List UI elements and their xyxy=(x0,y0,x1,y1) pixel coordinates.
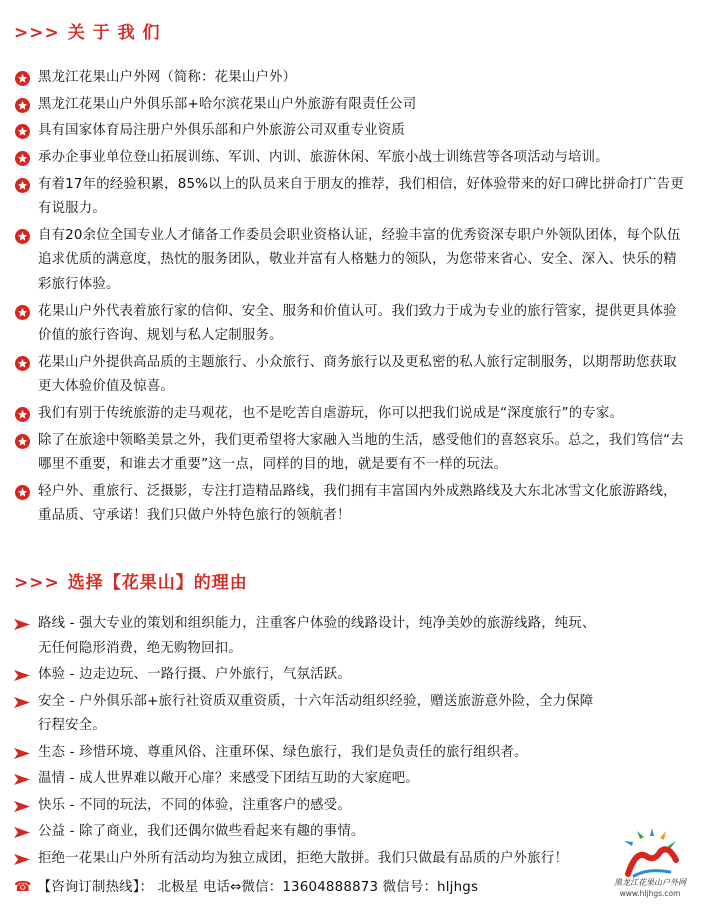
arrow-bullet-icon xyxy=(14,827,30,838)
reasons-item-text: 拒绝一花果山户外所有活动均为独立成团，拒绝大散拼。我们只做最有品质的户外旅行！ xyxy=(38,850,569,866)
about-list-item xyxy=(14,429,690,478)
about-item-text: 除了在旅途中领略美景之外，我们更希望将大家融入当地的生活，感受他们的喜怒哀乐。总之，我们笃信“去哪里不重要，和谁去才重要”这一点，同样的目的地，就是要有不一样的玩法。 xyxy=(38,432,684,473)
star-bullet-icon xyxy=(15,229,30,244)
arrow-bullet-icon xyxy=(14,801,30,812)
about-item-text: 花果山户外代表着旅行家的信仰、安全、服务和价值认可。我们致力于成为专业的旅行管家，提供更具体验价值的旅行咨询、规划与私人定制服务。 xyxy=(38,303,677,344)
about-list-item xyxy=(14,300,690,349)
about-list-item xyxy=(14,146,690,171)
chevrons-icon: >>> xyxy=(14,23,60,43)
arrow-bullet-icon xyxy=(14,619,30,630)
reasons-item-text: 体验 - 边走边玩、一路行摄、户外旅行，气氛活跃。 xyxy=(38,667,351,682)
about-item-text: 自有20余位全国专业人才储备工作委员会职业资格认证，经验丰富的优秀资深专职户外领队团体，每个队伍追求优质的满意度，热忱的服务团队，敬业并富有人格魅力的领队，为您带来省心、安全、深入、快乐的精彩旅行体验。 xyxy=(38,227,681,292)
reasons-list-item xyxy=(14,663,604,688)
about-item-text: 具有国家体育局注册户外俱乐部和户外旅游公司双重专业资质 xyxy=(38,123,405,139)
sun-rays-icon xyxy=(624,828,676,849)
about-item-text: 轻户外、重旅行、泛摄影，专注打造精品路线，我们拥有丰富国内外成熟路线及大东北冰雪文化旅游路线，重品质、守承诺！我们只做户外特色旅行的领航者！ xyxy=(38,483,677,524)
about-item-text: 黑龙江花果山户外网（简称：花果山户外） xyxy=(38,70,297,85)
about-list xyxy=(14,66,690,531)
hotline xyxy=(14,876,478,895)
reasons-list-item xyxy=(14,820,604,845)
arrow-bullet-icon xyxy=(14,670,30,681)
about-list-item xyxy=(14,66,690,91)
about-list-item xyxy=(14,173,690,222)
logo-url: www.hljhgs.com xyxy=(619,889,681,898)
hotline-text: 【咨询订制热线】： 北极星 电话⇔微信：13604888873 微信号：hljhgs xyxy=(37,880,479,895)
reasons-list-item xyxy=(14,690,604,739)
reasons-item-text: 温情 - 成人世界难以敞开心扉？来感受下团结互助的大家庭吧。 xyxy=(38,771,419,786)
star-bullet-icon xyxy=(15,71,30,86)
star-bullet-icon xyxy=(15,434,30,449)
reasons-list-item xyxy=(14,741,604,766)
arrow-bullet-icon xyxy=(14,748,30,759)
about-item-text: 花果山户外提供高品质的主题旅行、小众旅行、商务旅行以及更私密的私人旅行定制服务，以期帮助您获取更大体验价值及惊喜。 xyxy=(38,354,677,395)
star-bullet-icon xyxy=(15,485,30,500)
reasons-list-item xyxy=(14,612,604,661)
reasons-section-title xyxy=(14,568,248,593)
about-item-text: 黑龙江花果山户外俱乐部+哈尔滨花果山户外旅游有限责任公司 xyxy=(38,96,417,112)
reasons-item-text: 快乐 - 不同的玩法，不同的体验，注重客户的感受。 xyxy=(38,797,351,813)
reasons-item-text: 公益 - 除了商业，我们还偶尔做些看起来有趣的事情。 xyxy=(38,824,365,839)
arrow-bullet-icon xyxy=(14,854,30,865)
about-section-title xyxy=(14,18,161,43)
about-item-text: 有着17年的经验积累，85%以上的队员来自于朋友的推荐，我们相信，好体验带来的好口碑比拼命打广告更有说服力。 xyxy=(38,176,684,217)
about-title-text: 关 于 我 们 xyxy=(67,23,161,43)
about-item-text: 承办企事业单位登山拓展训练、军训、内训、旅游休闲、军旅小战士训练营等各项活动与培训。 xyxy=(38,150,609,166)
star-bullet-icon xyxy=(15,124,30,139)
reasons-title-text: 选择【花果山】的理由 xyxy=(67,573,248,593)
arrow-bullet-icon xyxy=(14,697,30,708)
star-bullet-icon xyxy=(15,356,30,371)
reasons-list-item xyxy=(14,767,604,792)
about-list-item xyxy=(14,351,690,400)
star-bullet-icon xyxy=(15,98,30,113)
reasons-item-text: 路线 - 强大专业的策划和组织能力，注重客户体验的线路设计，纯净美妙的旅游线路，纯玩、无任何隐形消费，绝无购物回扣。 xyxy=(38,616,596,656)
chevrons-icon: >>> xyxy=(14,573,60,593)
about-list-item xyxy=(14,224,690,298)
arrow-bullet-icon xyxy=(14,774,30,785)
reasons-item-text: 安全 - 户外俱乐部+旅行社资质双重资质，十六年活动组织经验，赠送旅游意外险，全力保障行程安全。 xyxy=(38,693,594,733)
star-bullet-icon xyxy=(15,305,30,320)
star-bullet-icon xyxy=(15,151,30,166)
reasons-list xyxy=(14,612,604,873)
star-bullet-icon xyxy=(15,407,30,422)
reasons-item-text: 生态 - 珍惜环境、尊重风俗、注重环保、绿色旅行，我们是负责任的旅行组织者。 xyxy=(38,744,528,760)
about-list-item xyxy=(14,93,690,118)
about-list-item xyxy=(14,402,690,427)
about-list-item xyxy=(14,480,690,529)
logo-caption: 黑龙江花果山户外网 xyxy=(614,878,686,887)
reasons-list-item xyxy=(14,794,604,819)
phone-icon: ☎ xyxy=(14,879,32,895)
reasons-list-item xyxy=(14,847,604,872)
star-bullet-icon xyxy=(15,178,30,193)
about-list-item xyxy=(14,119,690,144)
about-item-text: 我们有别于传统旅游的走马观花，也不是吃苦自虐游玩，你可以把我们说成是“深度旅行”的专家。 xyxy=(38,406,624,421)
